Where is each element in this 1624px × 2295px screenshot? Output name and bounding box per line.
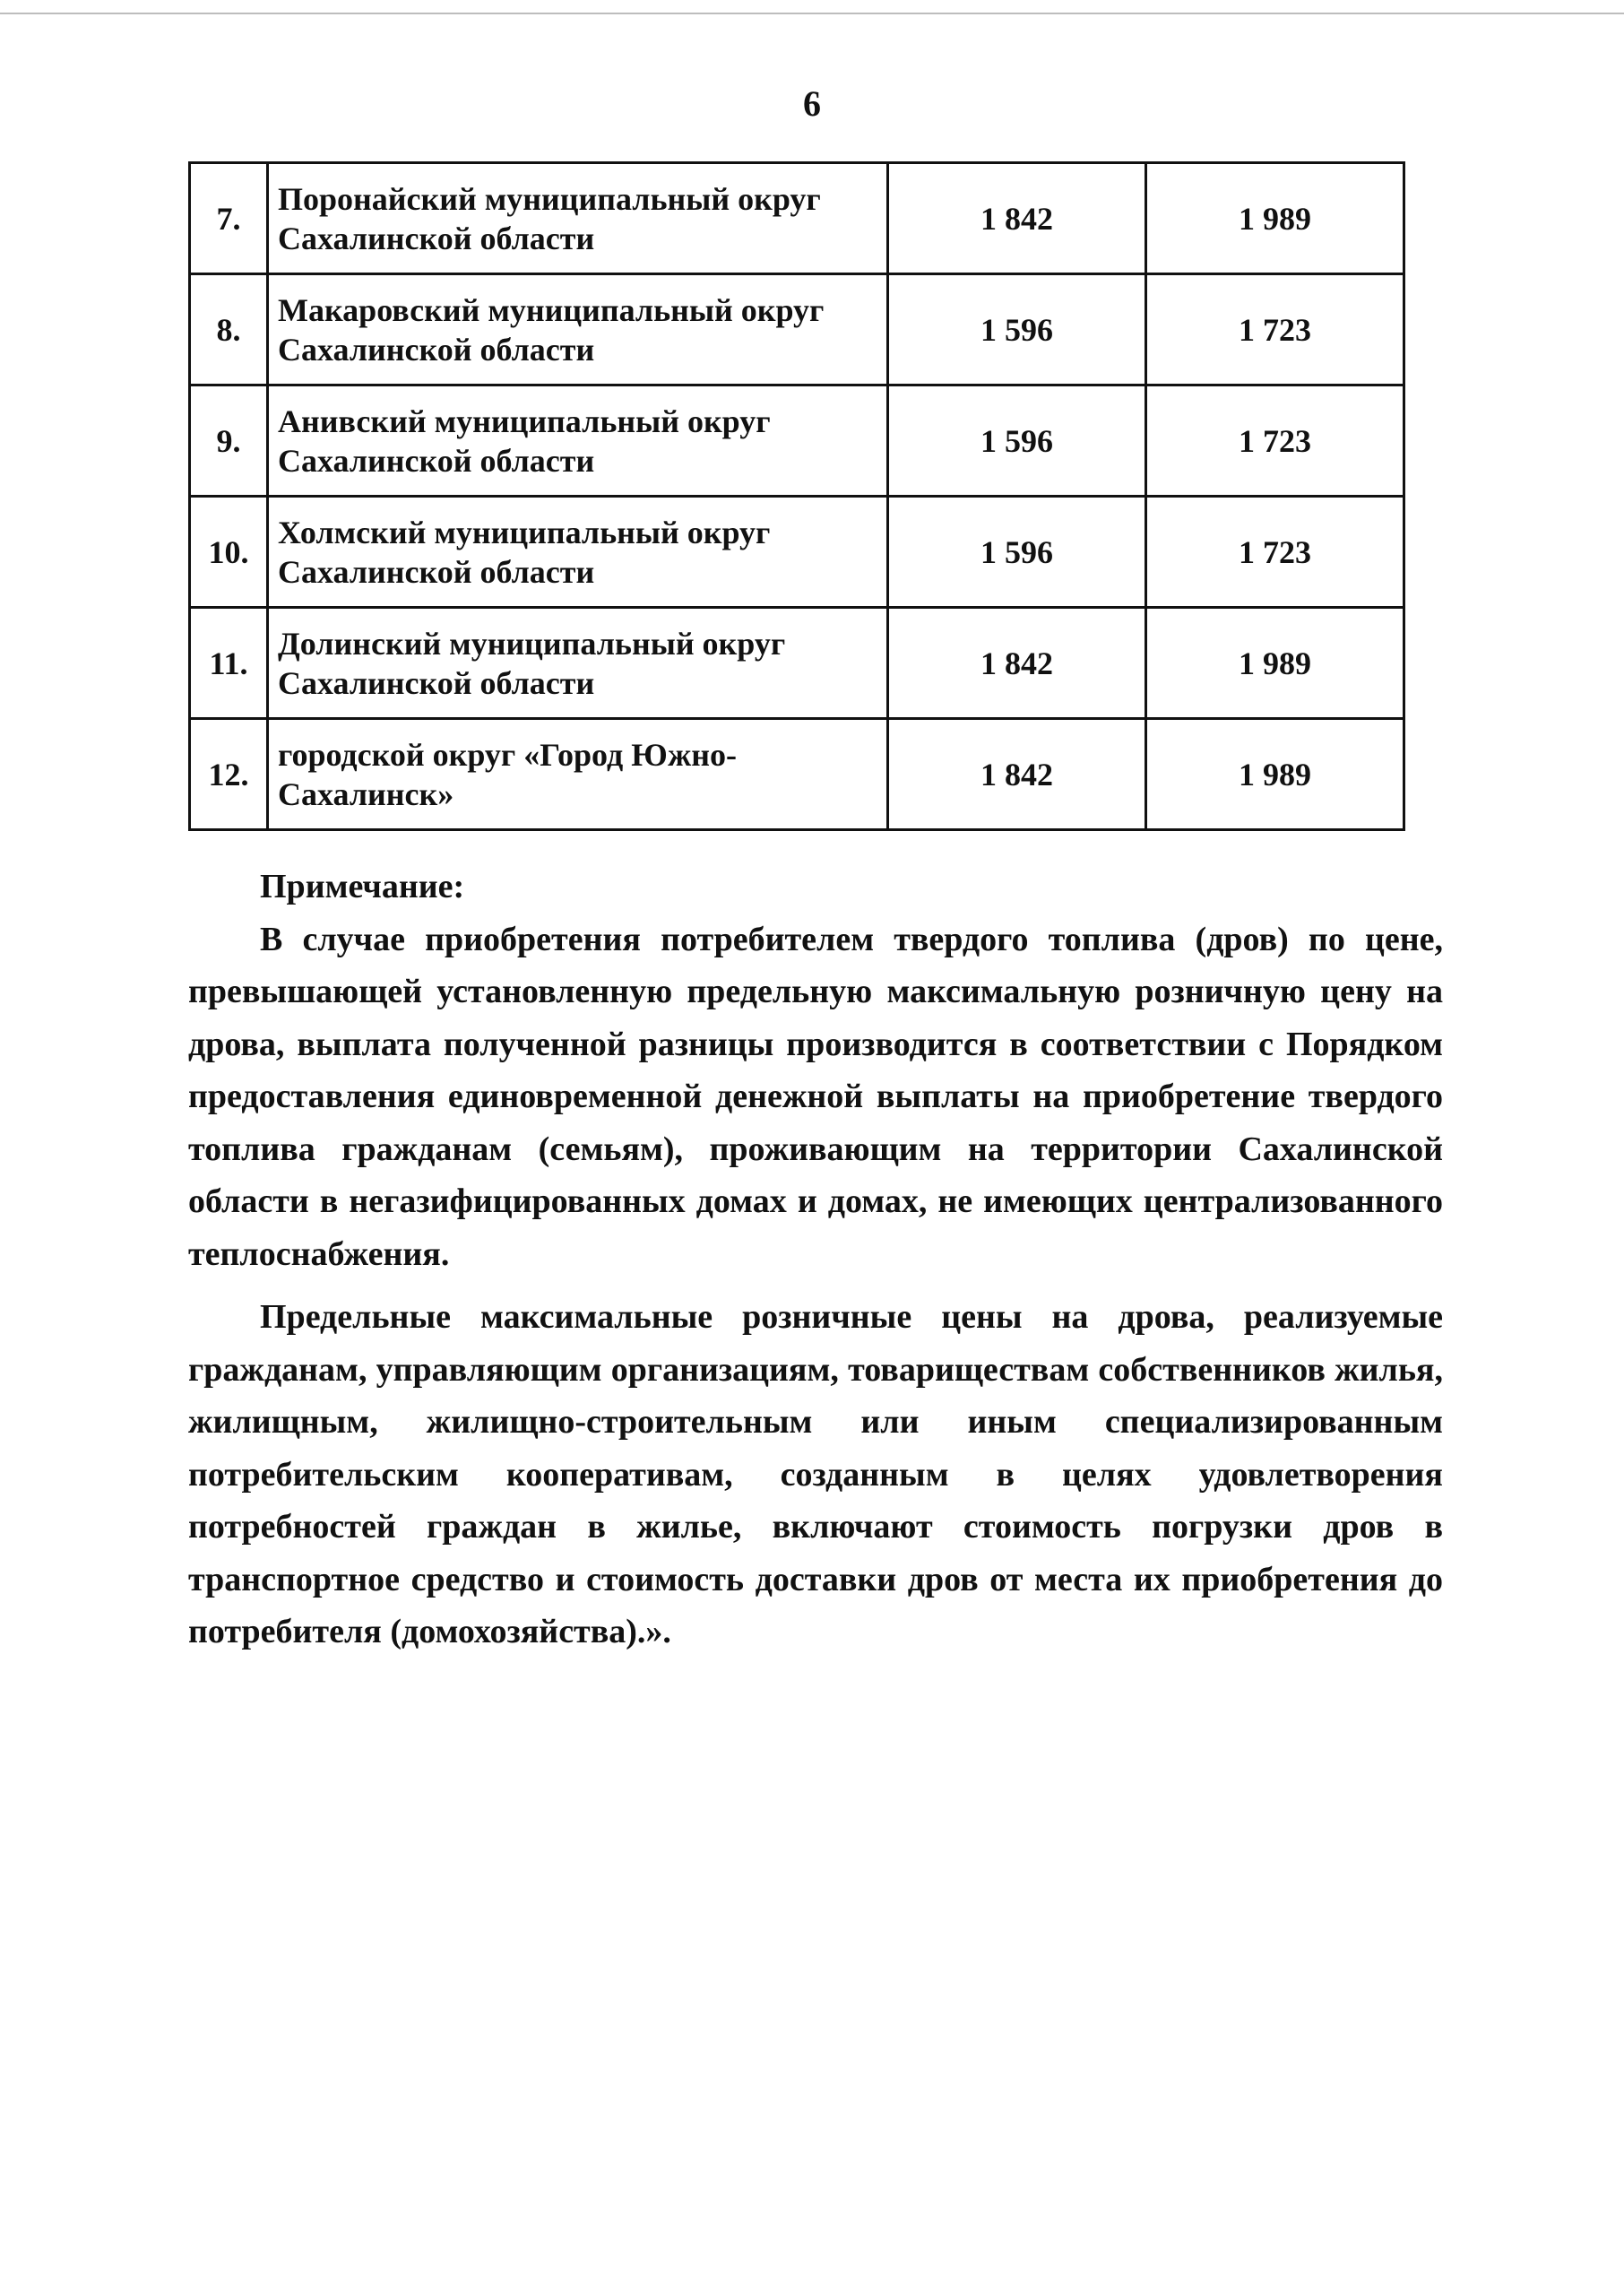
price-value-1: 1 596 bbox=[888, 274, 1146, 385]
price-value-2: 1 723 bbox=[1146, 497, 1404, 608]
price-value-2: 1 989 bbox=[1146, 163, 1404, 274]
price-value-1: 1 596 bbox=[888, 385, 1146, 497]
price-value-2: 1 989 bbox=[1146, 719, 1404, 830]
municipality-name: Макаровский муниципальный округ Сахалинской области bbox=[268, 274, 888, 385]
row-number: 10. bbox=[190, 497, 268, 608]
table-row bbox=[190, 163, 1404, 274]
row-number: 8. bbox=[190, 274, 268, 385]
price-value-1: 1 842 bbox=[888, 608, 1146, 719]
table-row bbox=[190, 274, 1404, 385]
price-table bbox=[188, 161, 1405, 831]
table-row bbox=[190, 385, 1404, 497]
page-number: 6 bbox=[803, 83, 821, 124]
notes-section bbox=[188, 861, 1443, 1658]
row-number: 7. bbox=[190, 163, 268, 274]
row-number: 11. bbox=[190, 608, 268, 719]
price-value-2: 1 989 bbox=[1146, 608, 1404, 719]
price-value-2: 1 723 bbox=[1146, 385, 1404, 497]
row-number: 9. bbox=[190, 385, 268, 497]
municipality-name: Поронайский муниципальный округ Сахалинской области bbox=[268, 163, 888, 274]
scan-top-edge bbox=[0, 13, 1624, 14]
row-number: 12. bbox=[190, 719, 268, 830]
price-value-2: 1 723 bbox=[1146, 274, 1404, 385]
table-row bbox=[190, 608, 1404, 719]
price-value-1: 1 842 bbox=[888, 163, 1146, 274]
notes-paragraph-1: В случае приобретения потребителем твердого топлива (дров) по цене, превышающей установленную предельную максимальную розничную цену на дрова, выплата полученной разницы производится в соответствии с Порядком предоставления единовременной денежной выплаты на приобретение твердого топлива гражданам (семьям), проживающим на территории Сахалинской области в негазифицированных домах и домах, не имеющих централизованного теплоснабжения. bbox=[188, 920, 1443, 1273]
municipality-name: Долинский муниципальный округ Сахалинской области bbox=[268, 608, 888, 719]
table-row bbox=[190, 497, 1404, 608]
municipality-name: Холмский муниципальный округ Сахалинской области bbox=[268, 497, 888, 608]
notes-title: Примечание: bbox=[260, 868, 465, 905]
municipality-name: городской округ «Город Южно- Сахалинск» bbox=[268, 719, 888, 830]
table-row bbox=[190, 719, 1404, 830]
notes-paragraph-2: Предельные максимальные розничные цены на дрова, реализуемые гражданам, управляющим организациям, товариществам собственников жилья, жилищным, жилищно-строительным или иным специализированным потребительским кооперативам, созданным в целях удовлетворения потребностей граждан в жилье, включают стоимость погрузки дров в транспортное средство и стоимость доставки дров от места их приобретения до потребителя (домохозяйства).». bbox=[188, 1298, 1443, 1650]
price-value-1: 1 842 bbox=[888, 719, 1146, 830]
municipality-name: Анивский муниципальный округ Сахалинской области bbox=[268, 385, 888, 497]
price-value-1: 1 596 bbox=[888, 497, 1146, 608]
